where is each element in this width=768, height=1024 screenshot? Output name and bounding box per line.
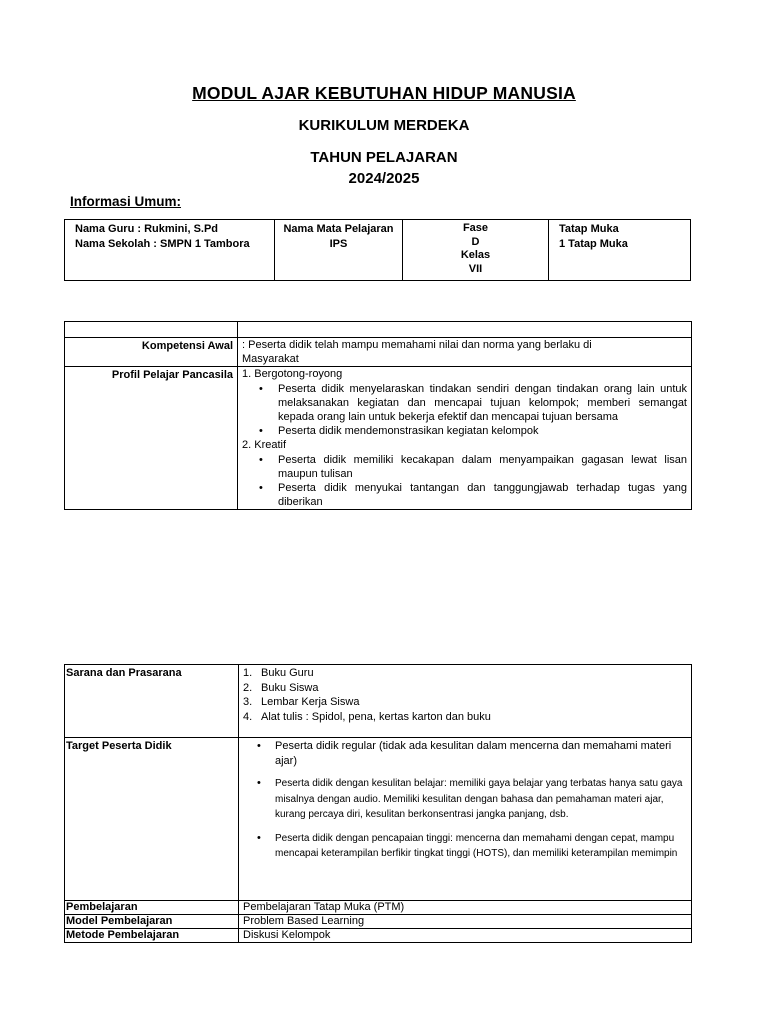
phase-value: D: [471, 235, 480, 248]
list-item: [259, 424, 687, 438]
list-item-text: Peserta didik menyelaraskan tindakan sendiri dengan tindakan orang lain untuk melaksanakan kegiatan dan mencapai tujuan kelompok; memberi semangat kepada orang lain untuk bekerja efektif dan mencapai tujuan bersama: [278, 382, 687, 424]
profile-label: Profil Pelajar Pancasila: [65, 367, 238, 510]
list-item-text: Buku Guru: [261, 667, 314, 679]
document-title: MODUL AJAR KEBUTUHAN HIDUP MANUSIA: [192, 83, 576, 103]
bullet-icon: •: [259, 482, 263, 495]
general-info-table: [64, 219, 691, 281]
model-value: Problem Based Learning: [239, 915, 692, 929]
facility-value: [239, 665, 692, 738]
initial-competency-line: Masyarakat: [242, 353, 299, 366]
bullet-icon: •: [259, 453, 263, 466]
learning-details-table: [64, 664, 692, 943]
list-item: [259, 453, 687, 481]
profile-group-list: [242, 382, 687, 439]
profile-value: [238, 367, 692, 510]
teacher-name: Nama Guru : Rukmini, S.Pd: [75, 223, 219, 235]
target-label: Target Peserta Didik: [65, 738, 239, 901]
method-row: [65, 929, 692, 943]
general-info-row: [65, 220, 691, 281]
facility-label: Sarana dan Prasarana: [65, 665, 239, 738]
learning-row: [65, 901, 692, 915]
list-item: [243, 695, 687, 710]
profile-group-title: 2. Kreatif: [242, 439, 287, 452]
list-item: [259, 382, 687, 425]
bullet-icon: •: [259, 425, 263, 438]
list-item-text: Peserta didik regular (tidak ada kesulitan dalam mencerna dan memahami materi ajar): [275, 740, 672, 767]
method-value: Diskusi Kelompok: [239, 929, 692, 943]
bullet-icon: •: [257, 777, 261, 789]
list-item: [257, 776, 683, 823]
curriculum-heading: KURIKULUM MERDEKA: [298, 117, 470, 134]
profile-group-title: 1. Bergotong-royong: [242, 368, 343, 381]
teacher-school-cell: [65, 220, 275, 281]
school-name: Nama Sekolah : SMPN 1 Tambora: [75, 238, 250, 250]
target-row: [65, 738, 692, 901]
model-row: [65, 915, 692, 929]
general-info-heading: Informasi Umum:: [70, 194, 182, 209]
facility-row: [65, 665, 692, 738]
phase-label: Fase: [462, 222, 489, 234]
list-item-text: Lembar Kerja Siswa: [261, 696, 360, 709]
initial-competency-row: [65, 338, 692, 367]
facility-list: [243, 666, 687, 724]
list-item-text: Peserta didik menyukai tantangan dan tanggungjawab terhadap tugas yang diberikan: [278, 482, 687, 509]
subject-cell: [275, 220, 403, 281]
empty-cell: [65, 322, 238, 338]
initial-competency-label: Kompetensi Awal: [65, 338, 238, 367]
list-item-text: Peserta didik mendemonstrasikan kegiatan kelompok: [278, 425, 539, 438]
meeting-value: 1 Tatap Muka: [559, 238, 628, 250]
target-value: [239, 738, 692, 901]
bullet-icon: •: [257, 740, 261, 752]
list-item-text: Peserta didik dengan pencapaian tinggi: mencerna dan memahami dengan cepat, mampu mencapai keterampilan berfikir tingkat tinggi (HOTS), dan memiliki keterampilan memimpin: [275, 832, 678, 859]
bullet-icon: •: [259, 382, 263, 395]
meeting-label: Tatap Muka: [559, 223, 619, 235]
year-value: 2024/2025: [348, 170, 420, 187]
subject-value: IPS: [329, 238, 348, 250]
list-item-text: Peserta didik memiliki kecakapan dalam menyampaikan gagasan lewat lisan maupun tulisan: [278, 453, 687, 480]
list-number: 2.: [243, 681, 253, 694]
list-number: 3.: [243, 696, 253, 709]
list-item: [259, 481, 687, 509]
list-item: [243, 710, 687, 725]
bullet-icon: •: [257, 831, 261, 844]
list-number: 4.: [243, 710, 253, 723]
method-label: Metode Pembelajaran: [65, 929, 239, 943]
learning-label: Pembelajaran: [65, 901, 239, 915]
list-item: [257, 739, 683, 768]
competency-table: [64, 321, 692, 510]
class-value: VII: [468, 262, 483, 275]
initial-competency-line: : Peserta didik telah mampu memahami nilai dan norma yang berlaku di: [242, 339, 592, 351]
learning-value: Pembelajaran Tatap Muka (PTM): [239, 901, 692, 915]
model-label: Model Pembelajaran: [65, 915, 239, 929]
list-number: 1.: [243, 667, 253, 679]
list-item: [243, 666, 687, 681]
phase-class-cell: [403, 220, 549, 281]
list-item: [257, 831, 683, 862]
list-item-text: Alat tulis : Spidol, pena, kertas karton dan buku: [261, 710, 491, 723]
profile-row: [65, 367, 692, 510]
subject-label: Nama Mata Pelajaran: [283, 223, 394, 235]
class-label: Kelas: [460, 249, 491, 261]
year-label: TAHUN PELAJARAN: [310, 149, 458, 166]
profile-group-list: [242, 453, 687, 510]
empty-cell: [238, 322, 692, 338]
initial-competency-value: [238, 338, 692, 367]
list-item-text: Buku Siswa: [261, 681, 319, 694]
list-item-text: Peserta didik dengan kesulitan belajar: memiliki gaya belajar yang terbatas hanya satu gaya misalnya dengan audio. Memiliki kesulitan dengan bahasa dan pemahaman materi ajar, kurang percaya diri, kesulitan berkonsentrasi jangka panjang, dsb.: [275, 778, 683, 820]
list-item: [243, 681, 687, 696]
empty-row: [65, 322, 692, 338]
meeting-cell: [549, 220, 691, 281]
